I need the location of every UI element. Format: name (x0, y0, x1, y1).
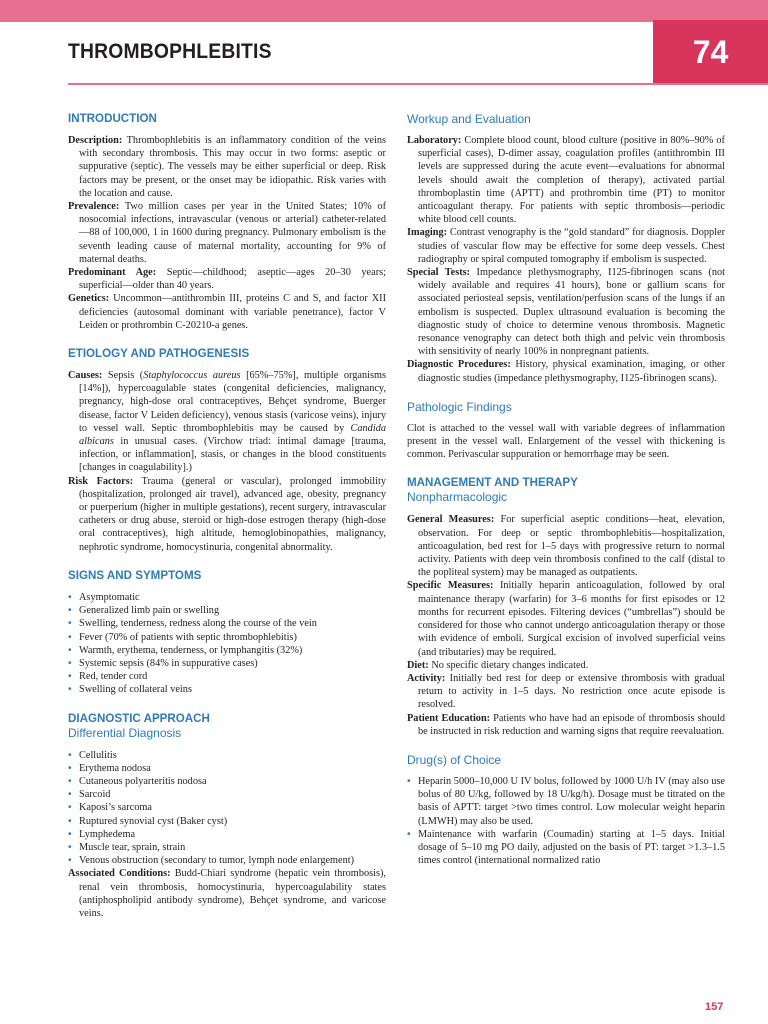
list-item: • Swelling of collateral veins (68, 683, 386, 696)
introduction-heading: INTRODUCTION (68, 112, 157, 125)
laboratory-entry: Laboratory: Complete blood count, blood culture (positive in 80%–90% of superficial cases), D-dimer assay, coagulation profiles (antithrombin III levels are suppressed during the acute event—evaluations for abnormal levels should await the completion of therapy), activated partial thromboplastin time (APTT) and prothrombin time (PT) to monitor anticoagulant therapy. For patients with septic thrombosis—periodic white blood cell counts. (407, 135, 725, 226)
drugs-list (407, 775, 725, 867)
list-item: • Erythema nodosa (68, 762, 386, 775)
associated-conditions-entry: Associated Conditions: Budd-Chiari syndrome (hepatic vein thrombosis), renal vein thrombosis, homocystinuria, hypercoagulability states (antiphospholipid antibody syndrome), Behçet syndrome, and varicose veins. (68, 868, 386, 919)
signs-heading: SIGNS AND SYMPTOMS (68, 568, 202, 582)
list-item: • Heparin 5000–10,000 U IV bolus, followed by 1000 U/h IV (may also use bolus of 80 U/kg, followed by 18 U/kg/h). Dosage must be titrated on the basis of APTT: target >two times control. Low molecular weight heparin (LMWH) may also be used. (407, 775, 725, 828)
list-item: • Systemic sepsis (84% in suppurative cases) (68, 657, 386, 670)
list-item: • Warmth, erythema, tenderness, or lymphangitis (32%) (68, 644, 386, 657)
workup-heading: Workup and Evaluation (407, 112, 531, 126)
description-entry: Description: Thrombophlebitis is an inflammatory condition of the veins with secondary thrombosis. This may occur in two forms: aseptic or suppurative (septic). The vessels may be either superficial or deep. Risk factors may be present, or the onset may be idiopathic. Risk varies with the location and cause. (68, 135, 387, 199)
causes-entry: Causes: Sepsis (Staphylococcus aureus [65%–75%], multiple organisms [14%]), hypercoagulable states (congenital deficiencies, malignancy, pregnancy, high-dose oral contraceptives, Behçet syndrome, Buerger disease, factor V Leiden deficiency), venous stasis (varicose veins), injury to vessel wall. Septic thrombophlebitis may be caused by Candida albicans in unusual cases. (Virchow triad: intimal damage [trauma, infection, or inflammation], stasis, or changes in the blood constituents [changes in coagulability].) (68, 370, 386, 474)
header-band (0, 0, 768, 22)
left-column (68, 112, 386, 920)
title-rule (68, 83, 768, 85)
diagnostic-heading: DIAGNOSTIC APPROACH (68, 711, 210, 725)
page-number: 157 (705, 1001, 724, 1013)
differential-list (68, 749, 386, 868)
list-item: • Cellulitis (68, 749, 386, 762)
nonpharmacologic-subheading: Nonpharmacologic (407, 490, 508, 505)
predominant-age-entry: Predominant Age: Septic—childhood; aseptic—ages 20–30 years; superficial—older than 40 years. (68, 267, 386, 292)
diagnostic-procedures-entry: Diagnostic Procedures: History, physical examination, imaging, or other diagnostic studies (impedance plethysmography, I125-fibrinogen scans). (407, 359, 726, 384)
list-item: • Swelling, tenderness, redness along the course of the vein (68, 617, 386, 630)
prevalence-entry: Prevalence: Two million cases per year in the United States; 10% of nosocomial infections, intravascular (venous or arterial) catheter-related—88 of 100,000, 1 in 1600 during pregnancy. Pulmonary embolism is the seventh leading cause of maternal mortality, accounting for 9% of maternal deaths. (68, 201, 386, 265)
differential-subheading: Differential Diagnosis (68, 725, 182, 740)
list-item: • Maintenance with warfarin (Coumadin) starting at 1–5 days. Initial dosage of 5–10 mg PO daily, adjusted on the basis of PT: target >1.3–1.5 times control (international normalized ratio (407, 828, 725, 868)
general-measures-entry: General Measures: For superficial aseptic conditions—heat, elevation, observation. For deep or septic thrombophlebitis—hospitalization, anticoagulation, bed rest for 1–5 days with progressive return to normal activity. Patients with deep vein thrombosis confined to the calf (distal to the popliteal system) may be managed as outpatients. (407, 514, 725, 579)
right-column (407, 112, 725, 867)
list-item: • Kaposi’s sarcoma (68, 801, 386, 814)
activity-entry: Activity: Initially bed rest for deep or extensive thrombosis with gradual return to activity in 1–5 days. No restriction once acute episode is resolved. (407, 672, 726, 711)
list-item: • Venous obstruction (secondary to tumor, lymph node enlargement) (68, 854, 386, 867)
imaging-entry: Imaging: Contrast venography is the “gold standard” for diagnosis. Doppler studies of vascular flow may be effective for some deep vessels. Chest radiography or spiral computed tomography if embolism is suspected. (407, 227, 725, 265)
signs-list (68, 591, 386, 697)
list-item: • Generalized limb pain or swelling (68, 604, 386, 617)
drugs-heading: Drug(s) of Choice (407, 752, 502, 767)
special-tests-entry: Special Tests: Impedance plethysmography, I125-fibrinogen scans (not widely available and requires 41 hours), bone or gallium scans for associated periosteal sepsis, ventilation/perfusion scans of the lungs if an embolism is suspected. Duplex ultrasound evaluation is becoming the diagnostic study of choice to determine venous thrombosis. Magnetic resonance venography can detect both thigh and pelvic vein thrombosis with sensitivity of nearly 100% in nonpregnant patients. (407, 267, 725, 358)
diet-entry: Diet: No specific dietary changes indicated. (407, 659, 589, 671)
list-item: • Cutaneous polyarteritis nodosa (68, 775, 386, 788)
list-item: • Muscle tear, sprain, strain (68, 841, 386, 854)
page-title: THROMBOPHLEBITIS (68, 40, 272, 63)
list-item: • Ruptured synovial cyst (Baker cyst) (68, 815, 386, 828)
etiology-heading: ETIOLOGY AND PATHOGENESIS (68, 347, 250, 361)
list-item: • Red, tender cord (68, 670, 386, 683)
list-item: • Fever (70% of patients with septic thrombophlebitis) (68, 631, 386, 644)
risk-factors-entry: Risk Factors: Trauma (general or vascular), prolonged immobility (hospitalization, prolonged air travel), advanced age, obesity, pregnancy or puerperium (higher in multiple gestations), recent surgery, intravascular catheters or drug abuse, steroid or high-dose estrogen therapy (high-dose oral contraceptives), high altitude, hemoglobinopathies, malignancy, nephrotic syndrome, homocystinuria, congenital abnormality. (68, 475, 387, 553)
list-item: • Sarcoid (68, 788, 386, 801)
genetics-entry: Genetics: Uncommon—antithrombin III, proteins C and S, and factor XII deficiencies (autosomal dominant with variable penetrance), factor V Leiden or prothrombin C-20210-a genes. (68, 293, 386, 331)
chapter-number-badge: 74 (653, 20, 768, 84)
management-heading: MANAGEMENT AND THERAPY (407, 476, 578, 490)
specific-measures-entry: Specific Measures: Initially heparin anticoagulation, followed by oral maintenance therapy (warfarin) for 3–6 months for first episodes or 12 months for recurrent episodes. Filtering devices (“umbrellas”) should be considered for those who cannot undergo anticoagulation therapy or those with evidence of emboli. Surgical excision of involved superficial veins (and tributaries) may be required. (407, 580, 725, 658)
pathologic-text: Clot is attached to the vessel wall with variable degrees of inflammation present in the vessel wall. Enlargement of the vessel with thickening is common. Perivascular suppuration or hemorrhage may be seen. (407, 422, 725, 461)
list-item: • Asymptomatic (68, 591, 386, 604)
pathologic-heading: Pathologic Findings (407, 399, 512, 414)
patient-education-entry: Patient Education: Patients who have had an episode of thrombosis should be instructed in risk reduction and warning signs that require reevaluation. (407, 712, 725, 737)
list-item: • Lymphedema (68, 828, 386, 841)
